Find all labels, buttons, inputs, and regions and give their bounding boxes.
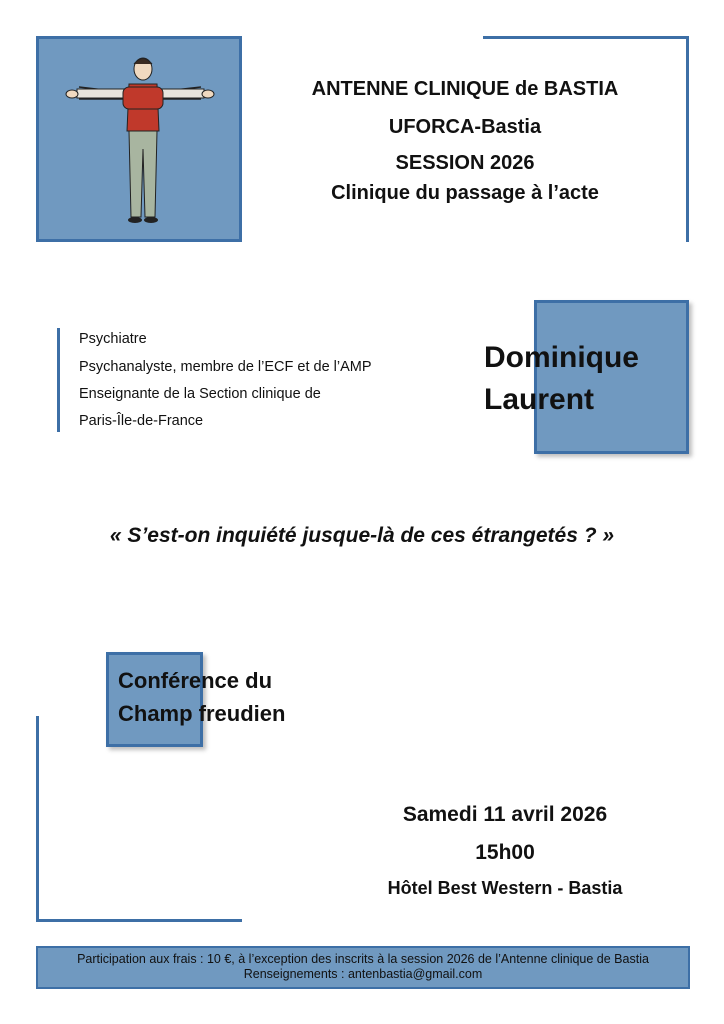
header-frame-right	[686, 36, 689, 242]
conference-frame-bottom	[36, 919, 242, 922]
speaker-name-box	[534, 300, 689, 454]
credentials-accent-bar	[57, 328, 60, 432]
header-subtitle: UFORCA-Bastia	[388, 116, 542, 138]
speaker-credential: Enseignante de la Section clinique de	[79, 386, 321, 402]
footer-contact: Renseignements : antenbastia@gmail.com	[243, 967, 483, 981]
header-title: ANTENNE CLINIQUE de BASTIA	[311, 78, 619, 100]
speaker-credential: Psychanalyste, membre de l’ECF et de l’AMP	[79, 359, 372, 375]
speaker-credential: Paris-Île-de-France	[79, 413, 204, 429]
event-date: Samedi 11 avril 2026	[402, 803, 608, 826]
footer-info-box	[36, 946, 690, 989]
speaker-first-name: Dominique	[484, 341, 639, 374]
standing-figure-illustration	[39, 39, 239, 239]
conference-label-line1: Conférence du	[118, 668, 273, 693]
conference-label-line2: Champ freudien	[118, 701, 286, 726]
footer-fees: Participation aux frais : 10 €, à l’exception des inscrits à la session 2026 de l’Antenne clinique de Bastia	[77, 952, 649, 966]
header-theme: Clinique du passage à l’acte	[331, 182, 599, 204]
speaker-credential: Psychiatre	[79, 331, 147, 347]
conference-box	[106, 652, 203, 747]
talk-title-quote: « S’est-on inquiété jusque-là de ces étrangetés ? »	[109, 524, 615, 547]
header-frame-top	[483, 36, 689, 39]
event-time: 15h00	[475, 841, 535, 864]
event-venue: Hôtel Best Western - Bastia	[387, 878, 623, 898]
conference-frame-left	[36, 716, 39, 922]
header-session: SESSION 2026	[395, 152, 535, 174]
speaker-last-name: Laurent	[484, 383, 595, 416]
header-illustration	[36, 36, 242, 242]
